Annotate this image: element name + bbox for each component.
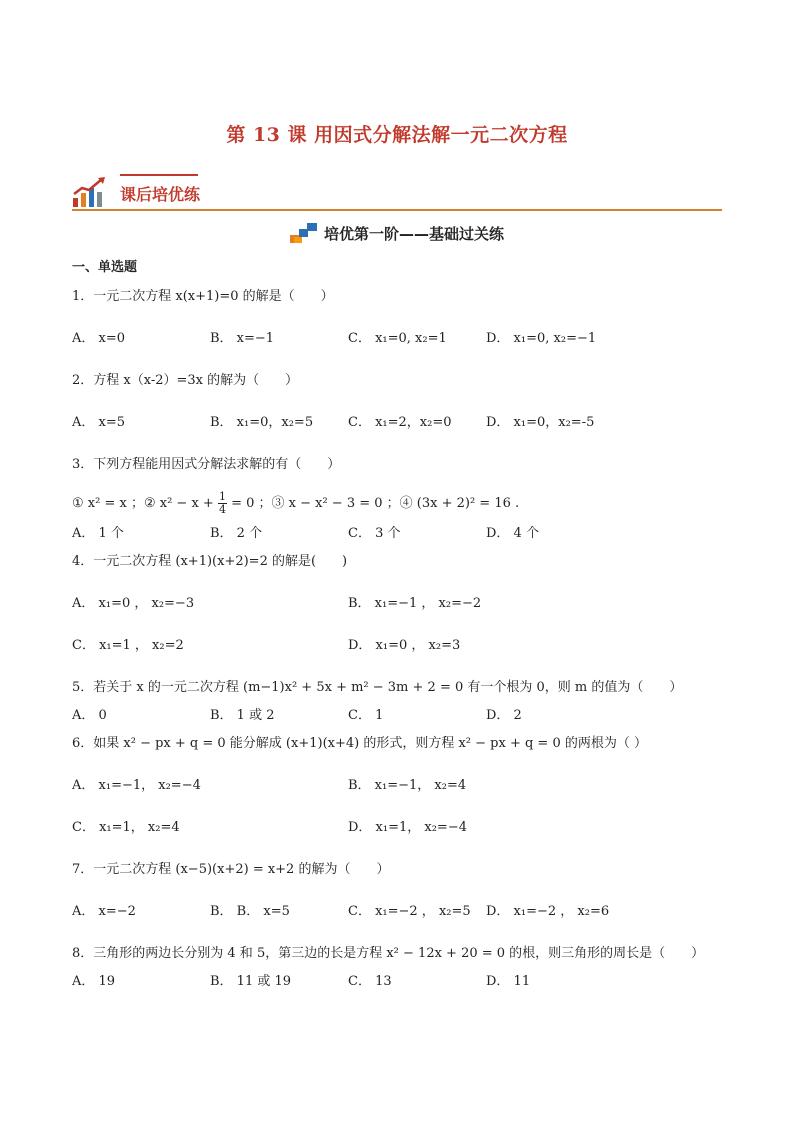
question-6-stem: 6．如果 x² − px + q = 0 能分解成 (x+1)(x+4) 的形式，则方程 x² − px + q = 0 的两根为（ ） — [72, 736, 647, 751]
question-3-equations — [72, 491, 722, 516]
option-a: A． x=0 — [72, 331, 126, 346]
fraction — [218, 491, 227, 516]
option-a: A． x₁=−1， x₂=−4 — [72, 778, 201, 793]
option-a: A． x=−2 — [72, 904, 136, 919]
option-c: C． 13 — [348, 974, 392, 989]
stairs-icon — [290, 222, 318, 244]
question-6-options — [72, 776, 722, 796]
question-1-stem: 1．一元二次方程 x(x+1)=0 的解是（ ） — [72, 289, 334, 304]
option-a: A． x=5 — [72, 415, 126, 430]
option-b: B． 11 或 19 — [210, 974, 292, 989]
option-a: A． 0 — [72, 708, 107, 723]
question-2-stem: 2．方程 x（x-2）=3x 的解为（ ） — [72, 373, 299, 388]
option-d: D． x₁=0, x₂=−1 — [486, 331, 597, 346]
option-b: B． 1 或 2 — [210, 708, 275, 723]
option-d: D． 11 — [486, 974, 531, 989]
option-d: D． 2 — [486, 708, 522, 723]
option-a: A． 1 个 — [72, 526, 124, 541]
growth-chart-icon — [72, 176, 108, 208]
section-top-line — [120, 174, 198, 176]
option-c: C． x₁=2，x₂=0 — [348, 415, 452, 430]
part-heading: 一、单选题 — [72, 260, 138, 275]
option-c: C． x₁=0, x₂=1 — [348, 331, 447, 346]
question-4-stem: 4．一元二次方程 (x+1)(x+2)=2 的解是( ) — [72, 554, 348, 569]
question-8-options — [72, 972, 722, 992]
option-b: B． 2 个 — [210, 526, 263, 541]
stage-heading — [0, 222, 794, 248]
question-4-options — [72, 594, 722, 614]
section-label: 课后培优练 — [120, 185, 201, 204]
question-2-options — [72, 413, 722, 433]
section-rule — [72, 209, 722, 211]
question-7-options — [72, 902, 722, 922]
option-c: C． 3 个 — [348, 526, 401, 541]
option-d: D． x₁=0 ， x₂=3 — [348, 638, 461, 653]
option-a: A． x₁=0 ， x₂=−3 — [72, 596, 195, 611]
option-d: D． x₁=0，x₂=-5 — [486, 415, 595, 430]
option-c: C． x₁=−2 ， x₂=5 — [348, 904, 471, 919]
option-b: B． x₁=0，x₂=5 — [210, 415, 314, 430]
option-d: D． 4 个 — [486, 526, 539, 541]
question-1-options — [72, 329, 722, 349]
option-b: B． x=−1 — [210, 331, 275, 346]
question-3-stem: 3．下列方程能用因式分解法求解的有（ ） — [72, 457, 341, 472]
option-b: B． x₁=−1 ， x₂=−2 — [348, 596, 482, 611]
option-d: D． x₁=1， x₂=−4 — [348, 820, 467, 835]
option-c: C． 1 — [348, 708, 384, 723]
section-header — [72, 172, 722, 212]
question-3-options — [72, 524, 722, 544]
question-list — [72, 256, 722, 992]
fraction-numerator: 1 — [218, 490, 226, 503]
option-b: B． x₁=−1， x₂=4 — [348, 778, 467, 793]
option-a: A． 19 — [72, 974, 116, 989]
stage-label: 培优第一阶——基础过关练 — [323, 224, 504, 243]
option-b: B． B． x=5 — [210, 904, 290, 919]
question-4-options-row2 — [72, 636, 722, 656]
option-d: D． x₁=−2 ， x₂=6 — [486, 904, 610, 919]
question-6-options-row2 — [72, 818, 722, 838]
question-5-options — [72, 706, 722, 726]
equation-text-b: = 0 ；③ x − x² − 3 = 0 ；④ (3x + 2)² = 16 . — [231, 496, 520, 511]
equation-text-a: ① x² = x ；② x² − x + — [72, 496, 214, 511]
fraction-denominator: 4 — [218, 503, 226, 516]
question-5-stem: 5．若关于 x 的一元二次方程 (m−1)x² + 5x + m² − 3m + 2 = 0 有一个根为 0，则 m 的值为（ ） — [72, 680, 683, 695]
option-c: C． x₁=1， x₂=4 — [72, 820, 180, 835]
question-8-stem: 8．三角形的两边长分别为 4 和 5，第三边的长是方程 x² − 12x + 20 = 0 的根，则三角形的周长是（ ） — [72, 946, 705, 961]
option-c: C． x₁=1 ， x₂=2 — [72, 638, 184, 653]
lesson-title: 第 13 课 用因式分解法解一元二次方程 — [226, 124, 568, 146]
question-7-stem: 7．一元二次方程 (x−5)(x+2) = x+2 的解为（ ） — [72, 862, 390, 877]
